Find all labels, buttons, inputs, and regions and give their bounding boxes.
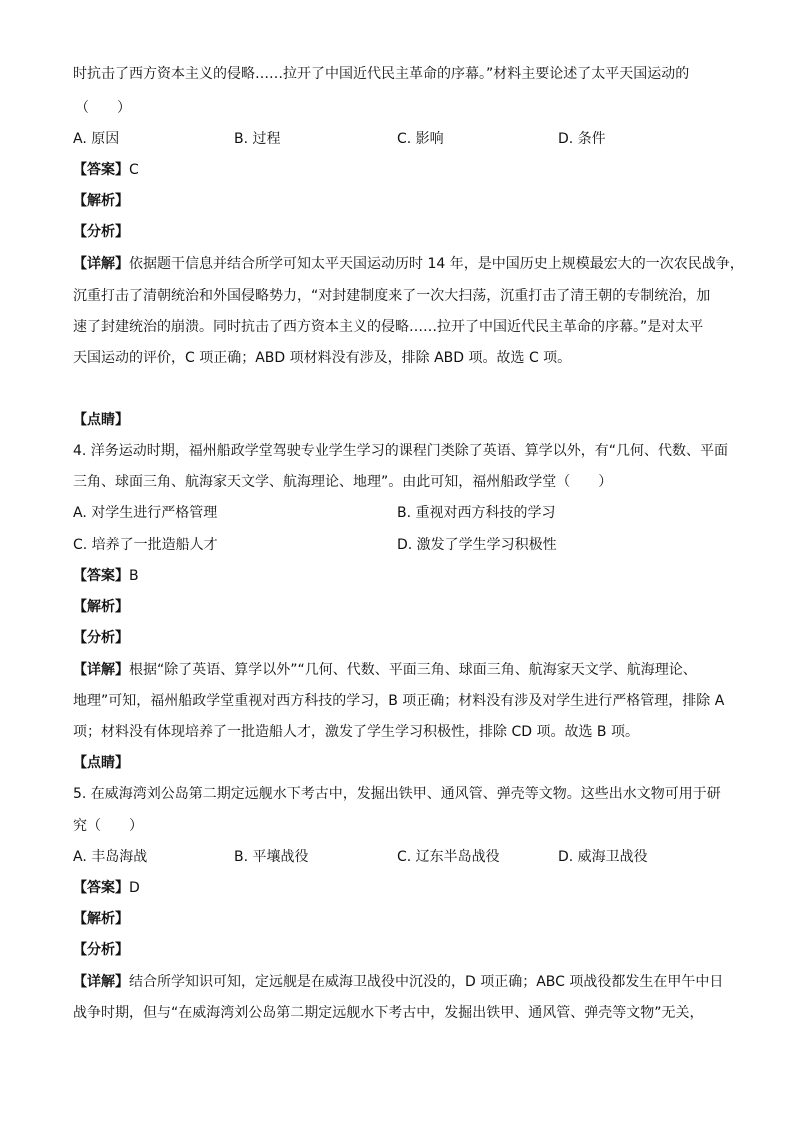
q5-detail-line: 战争时期，但与“在威海湾刘公岛第二期定远舰水下考古中，发掘出铁甲、通风管、弹壳等文物”无关， xyxy=(73,1005,704,1021)
q4-analysis-tag: 【解析】 xyxy=(73,599,129,615)
detail-text: 依据题干信息并结合所学可知太平天国运动历时 14 年，是中国历史上规模最宏大的一次农民战争， xyxy=(129,256,744,272)
q3-detail-line: 天国运动的评价，C 项正确；ABD 项材料没有涉及，排除 ABD 项。故选 C 项。 xyxy=(73,350,572,366)
answer-value: C xyxy=(129,162,139,178)
q4-answer xyxy=(73,566,139,586)
detail-tag: 【详解】 xyxy=(73,974,129,990)
q3-detail-line: 沉重打击了清朝统治和外国侵略势力，“对封建制度来了一次大扫荡，沉重打击了清王朝的专制统治，加 xyxy=(73,288,711,304)
q3-option-b: B. 过程 xyxy=(234,131,281,147)
q4-detail-line xyxy=(73,660,697,680)
q4-detail-line: 地理”可知，福州船政学堂重视对西方科技的学习，B 项正确；材料没有涉及对学生进行严格管理，排除 A xyxy=(73,693,725,709)
q5-fenxi-tag: 【分析】 xyxy=(73,942,129,958)
detail-tag: 【详解】 xyxy=(73,662,129,678)
q4-option-d: D. 激发了学生学习积极性 xyxy=(397,537,557,553)
q5-detail-line xyxy=(73,972,723,992)
q3-detail-line xyxy=(73,254,744,274)
answer-tag: 【答案】 xyxy=(73,162,129,178)
detail-text: 根据“除了英语、算学以外”“几何、代数、平面三角、球面三角、航海家天文学、航海理论、 xyxy=(129,662,697,678)
q5-option-a: A. 丰岛海战 xyxy=(73,849,148,865)
q3-option-d: D. 条件 xyxy=(558,131,606,147)
q3-answer xyxy=(73,160,139,180)
q4-stem-line: 三角、球面三角、航海家天文学、航海理论、地理”。由此可知，福州船政学堂（ ） xyxy=(73,474,613,490)
q5-analysis-tag: 【解析】 xyxy=(73,911,129,927)
q4-option-c: C. 培养了一批造船人才 xyxy=(73,537,218,553)
answer-value: B xyxy=(129,568,139,584)
q3-option-a: A. 原因 xyxy=(73,131,120,147)
q5-answer xyxy=(73,878,140,898)
q3-dianjing-tag: 【点睛】 xyxy=(73,412,129,428)
q4-dianjing-tag: 【点睛】 xyxy=(73,755,129,771)
q3-fenxi-tag: 【分析】 xyxy=(73,224,129,240)
q4-detail-line: 项；材料没有体现培养了一批造船人才，激发了学生学习积极性，排除 CD 项。故选 B 项。 xyxy=(73,724,639,740)
q4-stem-line: 4. 洋务运动时期，福州船政学堂驾驶专业学生学习的课程门类除了英语、算学以外，有“几何、代数、平面 xyxy=(73,443,729,459)
q4-option-a: A. 对学生进行严格管理 xyxy=(73,505,218,521)
q5-option-c: C. 辽东半岛战役 xyxy=(397,849,500,865)
answer-tag: 【答案】 xyxy=(73,568,129,584)
q3-answer-paren: （ ） xyxy=(75,100,131,116)
q5-stem-line: 5. 在威海湾刘公岛第二期定远舰水下考古中，发掘出铁甲、通风管、弹壳等文物。这些出水文物可用于研 xyxy=(73,786,721,802)
answer-value: D xyxy=(129,880,140,896)
answer-tag: 【答案】 xyxy=(73,880,129,896)
q5-option-b: B. 平壤战役 xyxy=(234,849,309,865)
q4-fenxi-tag: 【分析】 xyxy=(73,630,129,646)
q4-option-b: B. 重视对西方科技的学习 xyxy=(397,505,556,521)
q3-stem-line: 时抗击了西方资本主义的侵略……拉开了中国近代民主革命的序幕。”材料主要论述了太平天国运动的 xyxy=(73,66,690,82)
detail-text: 结合所学知识可知，定远舰是在威海卫战役中沉没的，D 项正确；ABC 项战役都发生在甲午中日 xyxy=(129,974,724,990)
detail-tag: 【详解】 xyxy=(73,256,129,272)
q5-option-d: D. 威海卫战役 xyxy=(558,849,648,865)
q3-option-c: C. 影响 xyxy=(397,131,444,147)
q5-stem-line: 究（ ） xyxy=(73,818,143,834)
q3-detail-line: 速了封建统治的崩溃。同时抗击了西方资本主义的侵略……拉开了中国近代民主革命的序幕。”是对太平 xyxy=(73,319,704,335)
q3-analysis-tag: 【解析】 xyxy=(73,193,129,209)
